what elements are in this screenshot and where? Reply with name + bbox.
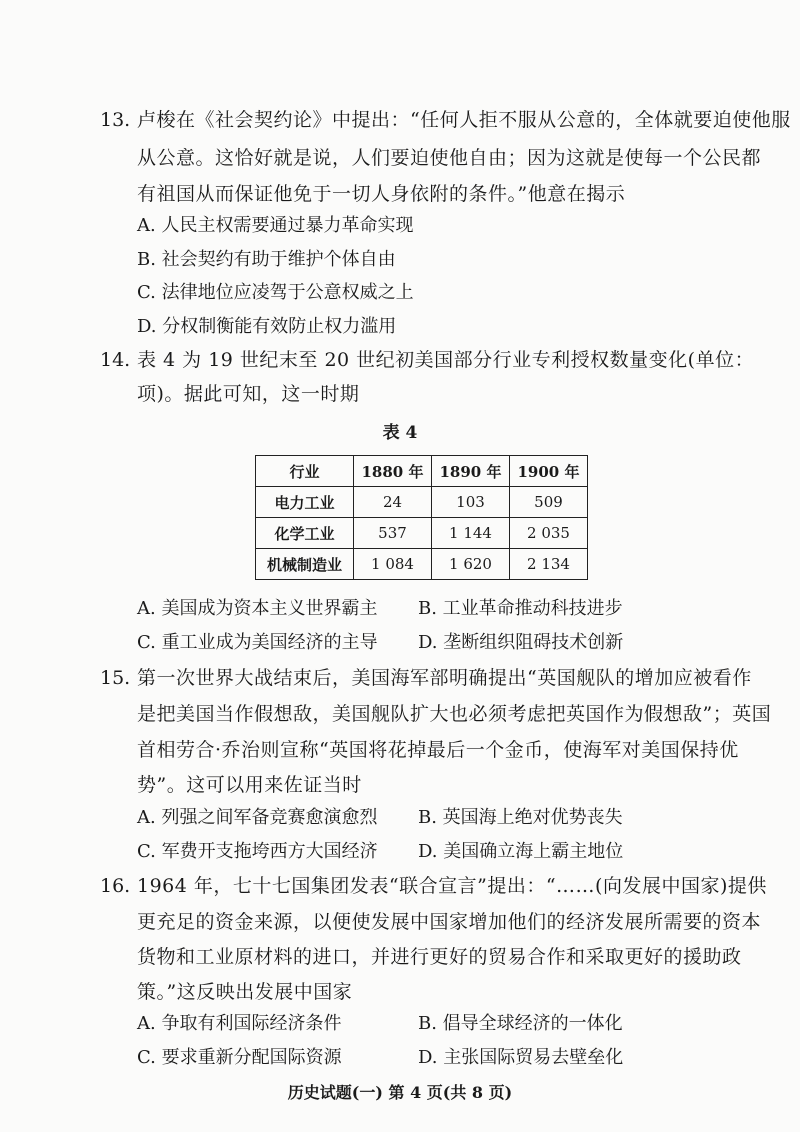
question-text-line: 货物和工业原材料的进口，并进行更好的贸易合作和采取更好的援助政 (137, 946, 742, 968)
option-b: B. 工业革命推动科技进步 (418, 598, 623, 619)
option-c: C. 军费开支拖垮西方大国经济 (137, 841, 378, 862)
table-header-cell: 1880 年 (354, 456, 432, 487)
patent-table (255, 455, 588, 580)
table-cell: 1 620 (432, 549, 510, 580)
question-text-line: 势”。这可以用来佐证当时 (137, 774, 362, 796)
table-cell: 2 035 (510, 518, 588, 549)
table-header-cell: 1890 年 (432, 456, 510, 487)
table-row (256, 487, 588, 518)
option-d: D. 垄断组织阻碍技术创新 (418, 632, 624, 653)
table-cell: 1 144 (432, 518, 510, 549)
table-cell: 509 (510, 487, 588, 518)
table-cell: 化学工业 (256, 518, 354, 549)
option-b: B. 社会契约有助于维护个体自由 (137, 249, 396, 270)
option-c: C. 要求重新分配国际资源 (137, 1047, 342, 1068)
question-number: 13. (100, 109, 131, 131)
table-header-row (256, 456, 588, 487)
question-text-line: 项)。据此可知，这一时期 (137, 383, 360, 405)
question-text-line: 从公意。这恰好就是说，人们要迫使他自由；因为这就是使每一个公民都 (137, 147, 762, 169)
question-number: 15. (100, 667, 131, 689)
question-text-line: 第一次世界大战结束后，美国海军部明确提出“英国舰队的增加应被看作 (137, 667, 752, 689)
question-text-line: 表 4 为 19 世纪末至 20 世纪初美国部分行业专利授权数量变化(单位： (137, 349, 755, 371)
table-row (256, 518, 588, 549)
option-b: B. 英国海上绝对优势丧失 (418, 807, 623, 828)
table-cell: 电力工业 (256, 487, 354, 518)
table-row (256, 549, 588, 580)
table-cell: 24 (354, 487, 432, 518)
option-d: D. 分权制衡能有效防止权力滥用 (137, 316, 397, 337)
question-text-line: 策。”这反映出发展中国家 (137, 981, 353, 1003)
option-d: D. 美国确立海上霸主地位 (418, 841, 624, 862)
table-caption: 表 4 (382, 423, 418, 443)
option-a: A. 美国成为资本主义世界霸主 (137, 598, 378, 619)
option-a: A. 列强之间军备竞赛愈演愈烈 (137, 807, 378, 828)
option-a: A. 人民主权需要通过暴力革命实现 (137, 215, 414, 236)
option-a: A. 争取有利国际经济条件 (137, 1013, 342, 1034)
table-cell: 机械制造业 (256, 549, 354, 580)
question-text-line: 是把美国当作假想敌，美国舰队扩大也必须考虑把英国作为假想敌”；英国 (137, 703, 772, 725)
question-number: 16. (100, 875, 131, 897)
table-cell: 2 134 (510, 549, 588, 580)
option-d: D. 主张国际贸易去壁垒化 (418, 1047, 624, 1068)
question-text-line: 更充足的资金来源，以便使发展中国家增加他们的经济发展所需要的资本 (137, 911, 762, 933)
question-text-line: 首相劳合·乔治则宣称“英国将花掉最后一个金币，使海军对美国保持优 (137, 739, 739, 761)
table-header-cell: 行业 (256, 456, 354, 487)
page-footer: 历史试题(一) 第 4 页(共 8 页) (287, 1083, 513, 1102)
question-text-line: 卢梭在《社会契约论》中提出：“任何人拒不服从公意的，全体就要迫使他服 (137, 109, 791, 131)
option-c: C. 法律地位应凌驾于公意权威之上 (137, 282, 414, 303)
table-header-cell: 1900 年 (510, 456, 588, 487)
question-text-line: 1964 年，七十七国集团发表“联合宣言”提出：“……(向发展中国家)提供 (137, 875, 767, 897)
option-c: C. 重工业成为美国经济的主导 (137, 632, 378, 653)
option-b: B. 倡导全球经济的一体化 (418, 1013, 623, 1034)
table-cell: 537 (354, 518, 432, 549)
question-text-line: 有祖国从而保证他免于一切人身依附的条件。”他意在揭示 (137, 183, 626, 205)
question-number: 14. (100, 349, 131, 371)
table-cell: 103 (432, 487, 510, 518)
table-cell: 1 084 (354, 549, 432, 580)
